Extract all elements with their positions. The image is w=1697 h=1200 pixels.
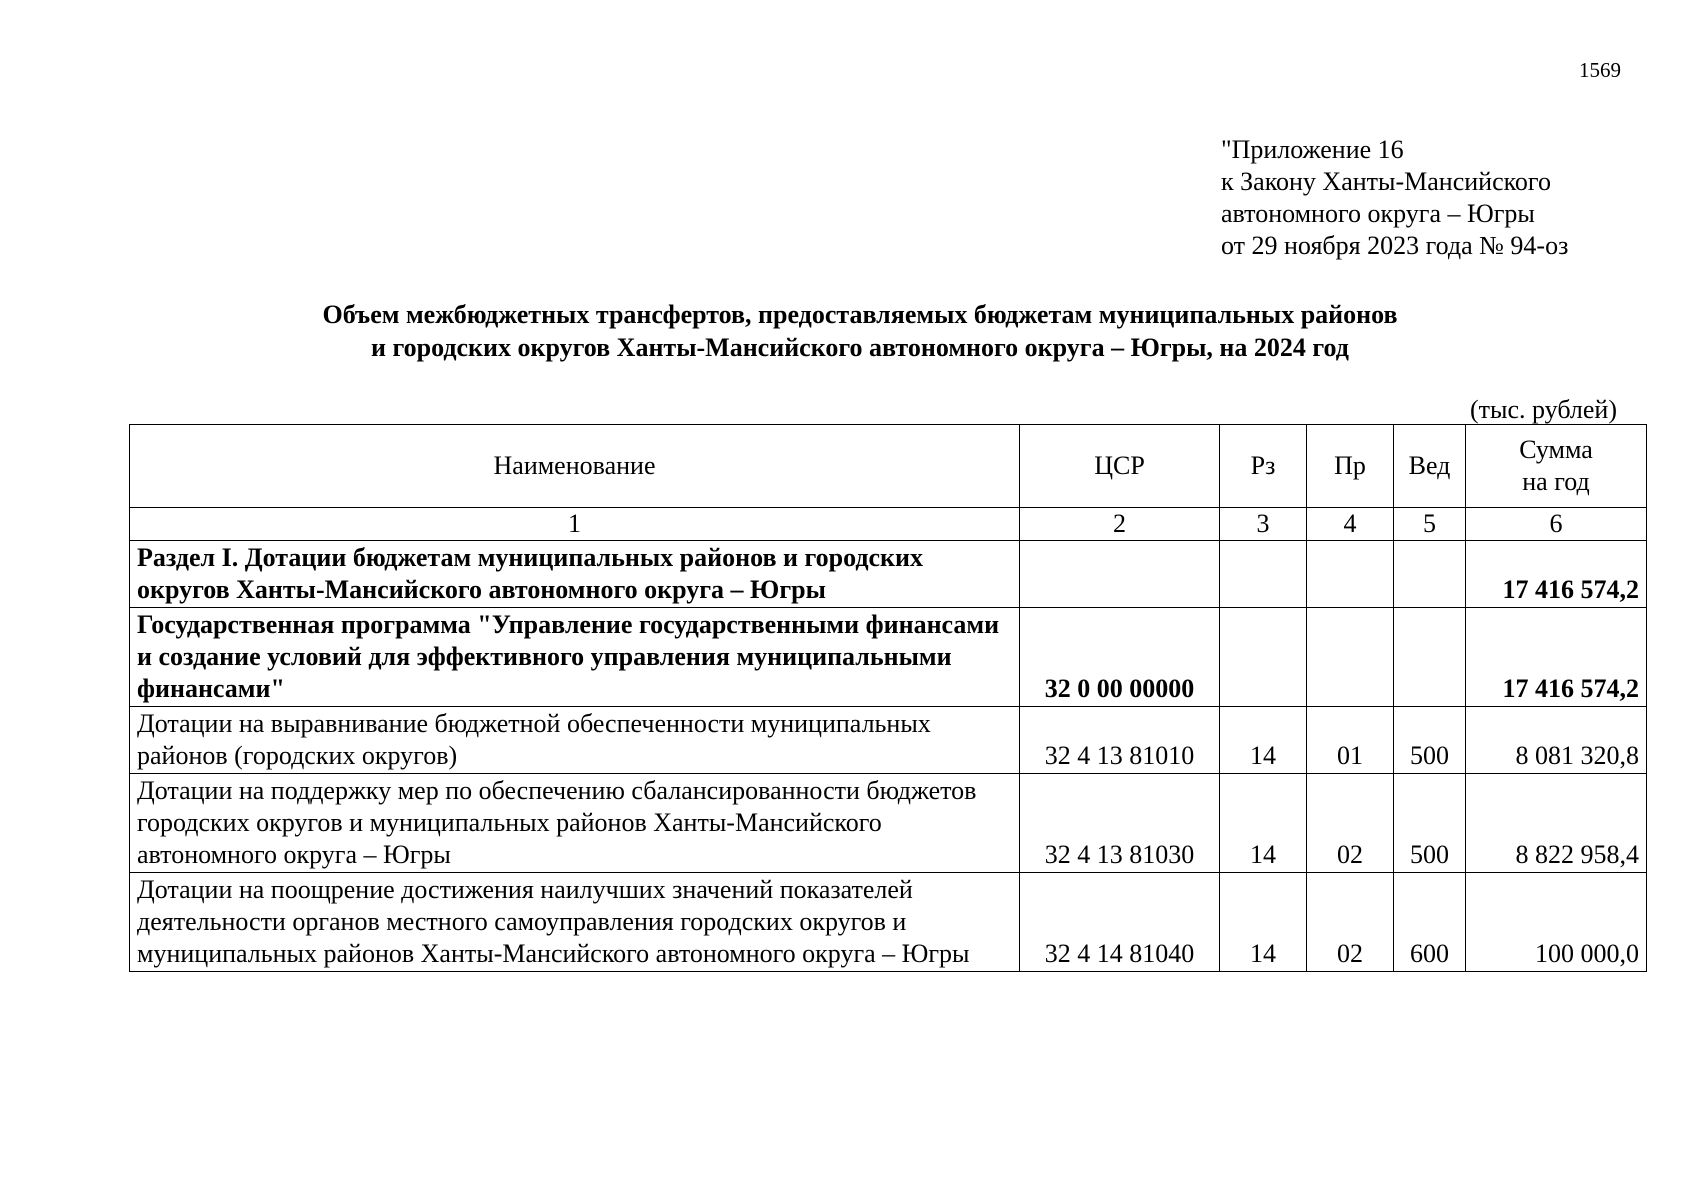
transfers-table	[129, 424, 1647, 972]
row-ved: 500	[1394, 707, 1466, 774]
header-csr: ЦСР	[1020, 425, 1220, 508]
unit-note: (тыс. рублей)	[1469, 395, 1617, 424]
row-rz	[1220, 541, 1307, 608]
appendix-reference	[1221, 134, 1568, 262]
row-name: Дотации на поддержку мер по обеспечению сбалансированности бюджетов городских округов и муниципальных районов Ханты-Мансийского автономного округа – Югры	[130, 774, 1020, 873]
document-title-line1: Объем межбюджетных трансфертов, предоставляемых бюджетам муниципальных районов	[322, 300, 1398, 329]
table-header-row	[130, 425, 1647, 508]
row-name: Дотации на выравнивание бюджетной обеспеченности муниципальных районов (городских округов)	[130, 707, 1020, 774]
row-csr: 32 4 14 81040	[1020, 873, 1220, 972]
column-number: 4	[1307, 508, 1394, 541]
row-csr	[1020, 541, 1220, 608]
row-sum: 8 822 958,4	[1466, 774, 1647, 873]
row-ved	[1394, 608, 1466, 707]
header-rz: Рз	[1220, 425, 1307, 508]
row-csr: 32 4 13 81030	[1020, 774, 1220, 873]
column-numbers-row	[130, 508, 1647, 541]
row-name: Раздел I. Дотации бюджетам муниципальных районов и городских округов Ханты-Мансийского автономного округа – Югры	[130, 541, 1020, 608]
row-ved: 600	[1394, 873, 1466, 972]
header-sum-line1: Сумма	[1519, 435, 1593, 464]
row-ved: 500	[1394, 774, 1466, 873]
row-pr: 02	[1307, 873, 1394, 972]
page-number: 1569	[1579, 58, 1621, 82]
appendix-line: от 29 ноября 2023 года № 94-оз	[1221, 231, 1569, 260]
row-sum: 100 000,0	[1466, 873, 1647, 972]
header-name: Наименование	[130, 425, 1020, 508]
row-name: Государственная программа "Управление государственными финансами и создание условий для эффективного управления муниципальными финансами"	[130, 608, 1020, 707]
appendix-line: "Приложение 16	[1221, 135, 1404, 164]
row-pr: 01	[1307, 707, 1394, 774]
row-pr	[1307, 541, 1394, 608]
header-ved: Вед	[1394, 425, 1466, 508]
column-number: 6	[1466, 508, 1647, 541]
row-csr: 32 0 00 00000	[1020, 608, 1220, 707]
header-sum-line2: на год	[1522, 467, 1590, 496]
table-row	[130, 707, 1647, 774]
row-rz: 14	[1220, 774, 1307, 873]
column-number: 2	[1020, 508, 1220, 541]
row-pr	[1307, 608, 1394, 707]
row-name: Дотации на поощрение достижения наилучших значений показателей деятельности органов местного самоуправления городских округов и муниципальных районов Ханты-Мансийского автономного округа – Югры	[130, 873, 1020, 972]
table-row	[130, 541, 1647, 608]
document-title-line2: и городских округов Ханты-Мансийского автономного округа – Югры, на 2024 год	[371, 333, 1349, 362]
column-number: 1	[130, 508, 1020, 541]
appendix-line: автономного округа – Югры	[1221, 199, 1535, 228]
row-csr: 32 4 13 81010	[1020, 707, 1220, 774]
header-pr: Пр	[1307, 425, 1394, 508]
table-row	[130, 873, 1647, 972]
column-number: 3	[1220, 508, 1307, 541]
row-sum: 17 416 574,2	[1466, 608, 1647, 707]
table-row	[130, 608, 1647, 707]
row-rz: 14	[1220, 707, 1307, 774]
table-row	[130, 774, 1647, 873]
row-pr: 02	[1307, 774, 1394, 873]
row-ved	[1394, 541, 1466, 608]
header-sum	[1466, 425, 1647, 508]
row-sum: 17 416 574,2	[1466, 541, 1647, 608]
row-sum: 8 081 320,8	[1466, 707, 1647, 774]
row-rz: 14	[1220, 873, 1307, 972]
row-rz	[1220, 608, 1307, 707]
document-title	[130, 298, 1590, 364]
column-number: 5	[1394, 508, 1466, 541]
appendix-line: к Закону Ханты-Мансийского	[1221, 167, 1551, 196]
